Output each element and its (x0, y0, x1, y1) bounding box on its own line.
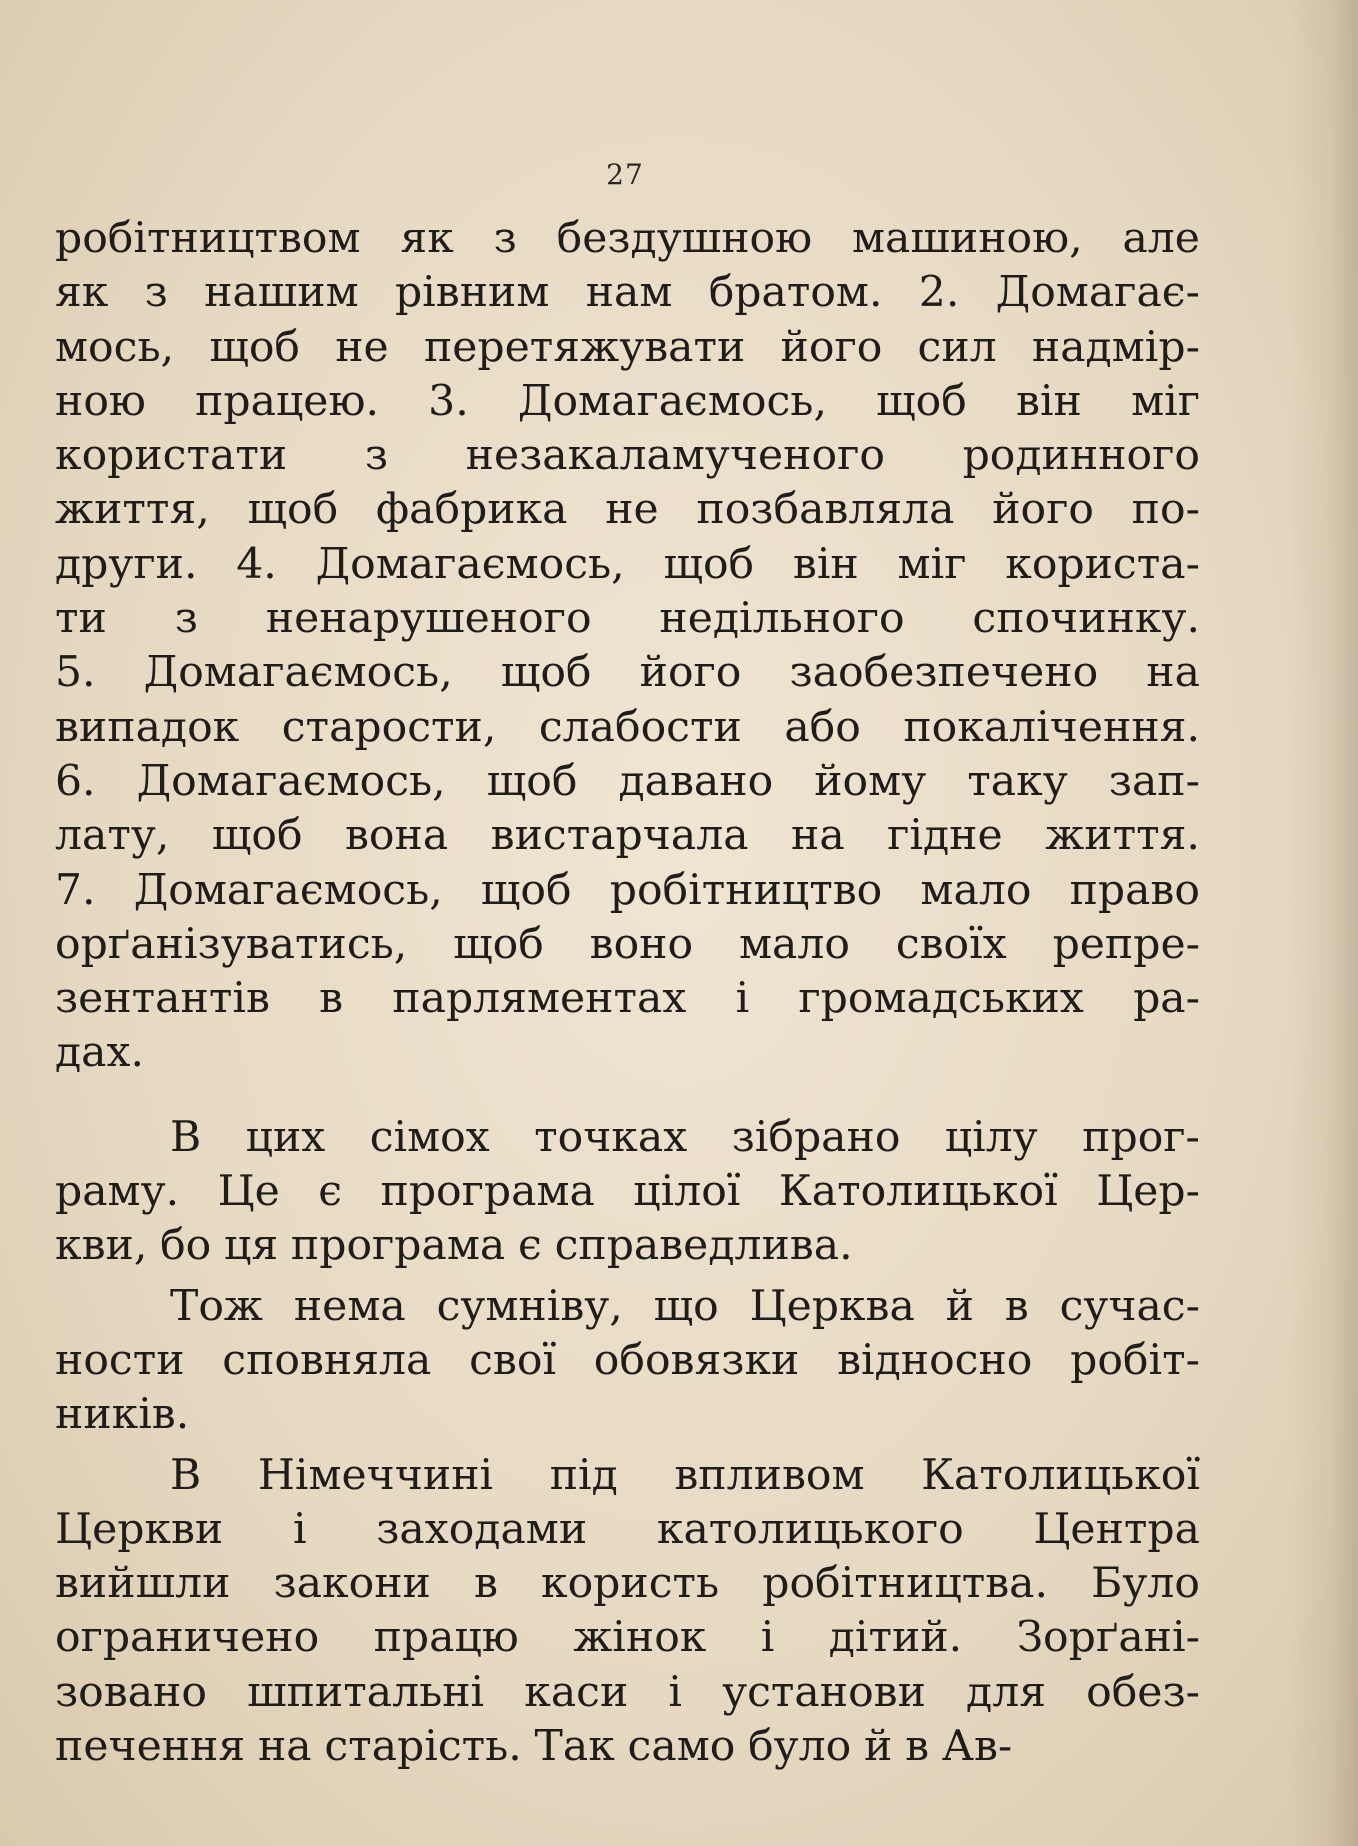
paragraph (55, 1280, 1200, 1443)
text-line: В Німеччині під впливом Католицької (170, 1450, 1200, 1500)
text-line: робітництвом як з бездушною машиною, але (55, 214, 1200, 263)
text-line: життя, щоб фабрика не позбавляла його по- (55, 485, 1200, 535)
page-number: 27 (606, 158, 644, 191)
text-line: 6. Домагаємось, щоб давано йому таку зап- (55, 756, 1200, 806)
text-line: дах. (55, 1028, 144, 1078)
text-line: печення на старість. Так само було й в Ав- (55, 1722, 1013, 1772)
text-line: мось, щоб не перетяжувати його сил надмір- (55, 322, 1200, 372)
text-line: В цих сімох точках зібрано цілу прог- (170, 1112, 1200, 1162)
text-line: орґанізуватись, щоб воно мало своїх репре- (55, 919, 1200, 969)
text-line: користати з незакаламученого родинного (55, 431, 1200, 481)
text-line: ників. (55, 1390, 190, 1440)
text-line: зентантів в парляментах і громадських ра- (55, 974, 1200, 1024)
text-line: Церкви і заходами католицького Центра (55, 1504, 1200, 1554)
text-line: ности сповняла свої обовязки відносно робіт- (55, 1335, 1200, 1385)
text-line: други. 4. Домагаємось, щоб він міг користа- (55, 539, 1200, 589)
text-line: ти з ненарушеного недільного спочинку. (55, 594, 1200, 644)
paragraph-gap (55, 1081, 1200, 1111)
paragraph (55, 1111, 1200, 1274)
text-line: кви, бо ця програма є справедлива. (55, 1221, 853, 1271)
text-line: вийшли закони в користь робітництва. Було (55, 1559, 1200, 1609)
text-line: Тож нема сумніву, що Церква й в сучас- (170, 1281, 1200, 1331)
text-line: раму. Це є програма цілої Католицької Цер- (55, 1167, 1200, 1217)
paragraph (55, 1449, 1200, 1775)
text-line: 5. Домагаємось, щоб його заобезпечено на (55, 648, 1200, 698)
page-edge-shadow (1288, 0, 1358, 1846)
text-line: зовано шпитальні каси і установи для обез- (55, 1667, 1200, 1717)
text-line: лату, щоб вона вистарчала на гідне життя. (55, 811, 1200, 861)
text-line: випадок старости, слабости або покалічення. (55, 702, 1200, 752)
text-line: як з нашим рівним нам братом. 2. Домагає- (55, 268, 1200, 318)
paragraph (55, 212, 1200, 1081)
text-line: ною працею. 3. Домагаємось, щоб він міг (55, 376, 1200, 426)
text-line: 7. Домагаємось, щоб робітництво мало право (55, 865, 1200, 915)
body-text (55, 212, 1200, 1774)
text-line: ограничено працю жінок і дітий. Зорґані- (55, 1613, 1200, 1663)
